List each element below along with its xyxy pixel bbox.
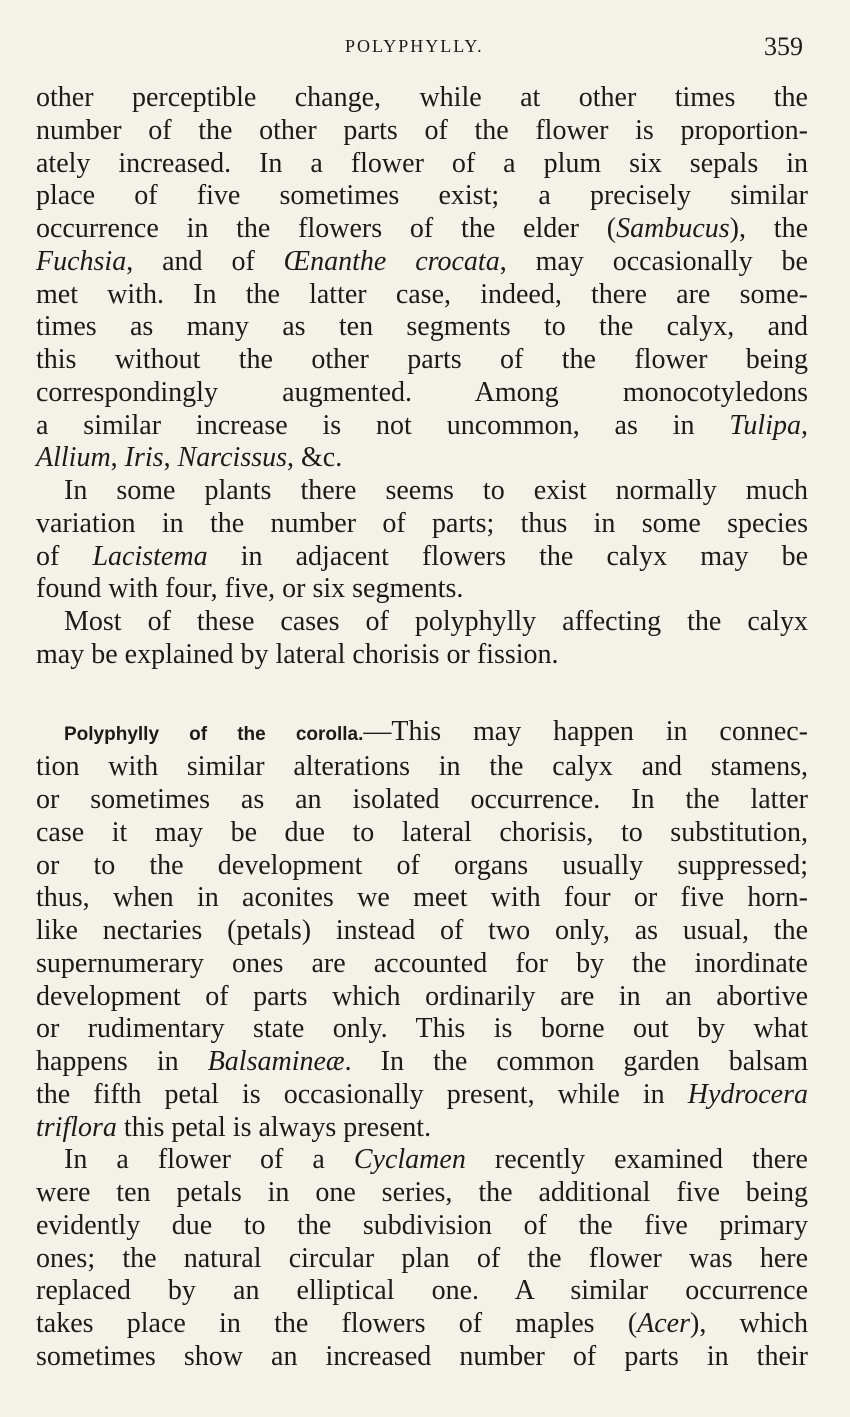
italic-term: Acer <box>637 1308 690 1339</box>
italic-term: Balsamineæ <box>207 1046 345 1077</box>
text-line: ately increased. In a flower of a plum six sepals in <box>36 147 808 179</box>
text-line: place of five sometimes exist; a precisely similar <box>36 180 808 212</box>
text-line: replaced by an elliptical one. A similar occurrence <box>36 1275 808 1307</box>
text-line: development of parts which ordinarily are in an abortive <box>36 980 808 1012</box>
text-line: other perceptible change, while at other times the <box>36 82 808 113</box>
text-line: number of the other parts of the flower is proportion- <box>36 114 808 146</box>
text-line: of Lacistema in adjacent flowers the calyx may be <box>36 540 809 572</box>
text-line: case it may be due to lateral chorisis, to substitution, <box>36 816 808 848</box>
text-line: takes place in the flowers of maples (Acer), which <box>36 1308 808 1339</box>
italic-term: Lacistema <box>92 540 208 572</box>
italic-term: Narcissus <box>177 442 288 474</box>
paragraph-p1 <box>36 82 808 475</box>
italic-term: Hydrocera <box>687 1078 808 1110</box>
running-title: POLYPHYLLY. <box>345 36 484 56</box>
paragraph-p4 <box>36 716 808 1145</box>
text-line: Allium, Iris, Narcissus, &c. <box>36 442 343 474</box>
text-line: happens in Balsamineæ. In the common garden balsam <box>36 1046 809 1077</box>
italic-term: Tulipa <box>729 409 801 441</box>
italic-term: Allium <box>36 442 111 474</box>
paragraph-p3 <box>36 606 808 672</box>
text-line: correspondingly augmented. Among monocotyledons <box>36 376 808 408</box>
page-number: 359 <box>764 32 803 61</box>
text-line: or rudimentary state only. This is borne out by what <box>36 1013 808 1045</box>
text-line: times as many as ten segments to the calyx, and <box>36 311 808 343</box>
italic-term: triflora <box>36 1111 117 1143</box>
italic-term: Œnanthe crocata <box>283 245 500 277</box>
section-gap <box>36 672 808 716</box>
text-line: this without the other parts of the flower being <box>36 344 808 375</box>
text-line <box>36 716 808 752</box>
text-line: tion with similar alterations in the calyx and stamens, <box>36 751 808 783</box>
text-line: In some plants there seems to exist normally much <box>64 475 808 506</box>
text-line-rest: —This may happen in connec- <box>363 715 809 747</box>
text-line: Most of these cases of polyphylly affecting the calyx <box>64 606 808 637</box>
italic-term: Iris <box>124 442 164 474</box>
text-line: a similar increase is not uncommon, as in Tulipa, <box>36 409 808 441</box>
text-line: or sometimes as an isolated occurrence. In the latter <box>36 784 808 815</box>
text-line: or to the development of organs usually suppressed; <box>36 849 808 881</box>
text-line: met with. In the latter case, indeed, there are some- <box>36 278 808 310</box>
text-line: sometimes show an increased number of parts in their <box>36 1340 808 1372</box>
paragraph-p2 <box>36 475 808 606</box>
text-line: occurrence in the flowers of the elder (Sambucus), the <box>36 213 808 244</box>
italic-term: Sambucus <box>616 213 730 244</box>
body-text <box>36 82 808 1374</box>
text-line: found with four, five, or six segments. <box>36 573 464 605</box>
text-line: Fuchsia, and of Œnanthe crocata, may occasionally be <box>36 245 808 277</box>
text-line: variation in the number of parts; thus in some species <box>36 507 808 539</box>
text-line: In a flower of a Cyclamen recently examined there <box>64 1144 808 1176</box>
text-line: the fifth petal is occasionally present, while in Hydrocera <box>36 1078 808 1110</box>
text-line: thus, when in aconites we meet with four or five horn- <box>36 882 808 914</box>
text-line: were ten petals in one series, the additional five being <box>36 1177 808 1208</box>
section-heading: Polyphylly of the corolla. <box>64 723 364 745</box>
italic-term: Cyclamen <box>353 1144 466 1176</box>
text-line: evidently due to the subdivision of the five primary <box>36 1209 808 1241</box>
text-line: supernumerary ones are accounted for by the inordinate <box>36 947 808 979</box>
text-line: triflora this petal is always present. <box>36 1111 432 1143</box>
text-line: ones; the natural circular plan of the flower was here <box>36 1242 808 1274</box>
text-line: like nectaries (petals) instead of two only, as usual, the <box>36 915 808 946</box>
italic-term: Fuchsia <box>36 245 127 277</box>
text-line: may be explained by lateral chorisis or fission. <box>36 638 559 670</box>
running-head <box>0 32 850 64</box>
paragraph-p5 <box>36 1144 808 1373</box>
